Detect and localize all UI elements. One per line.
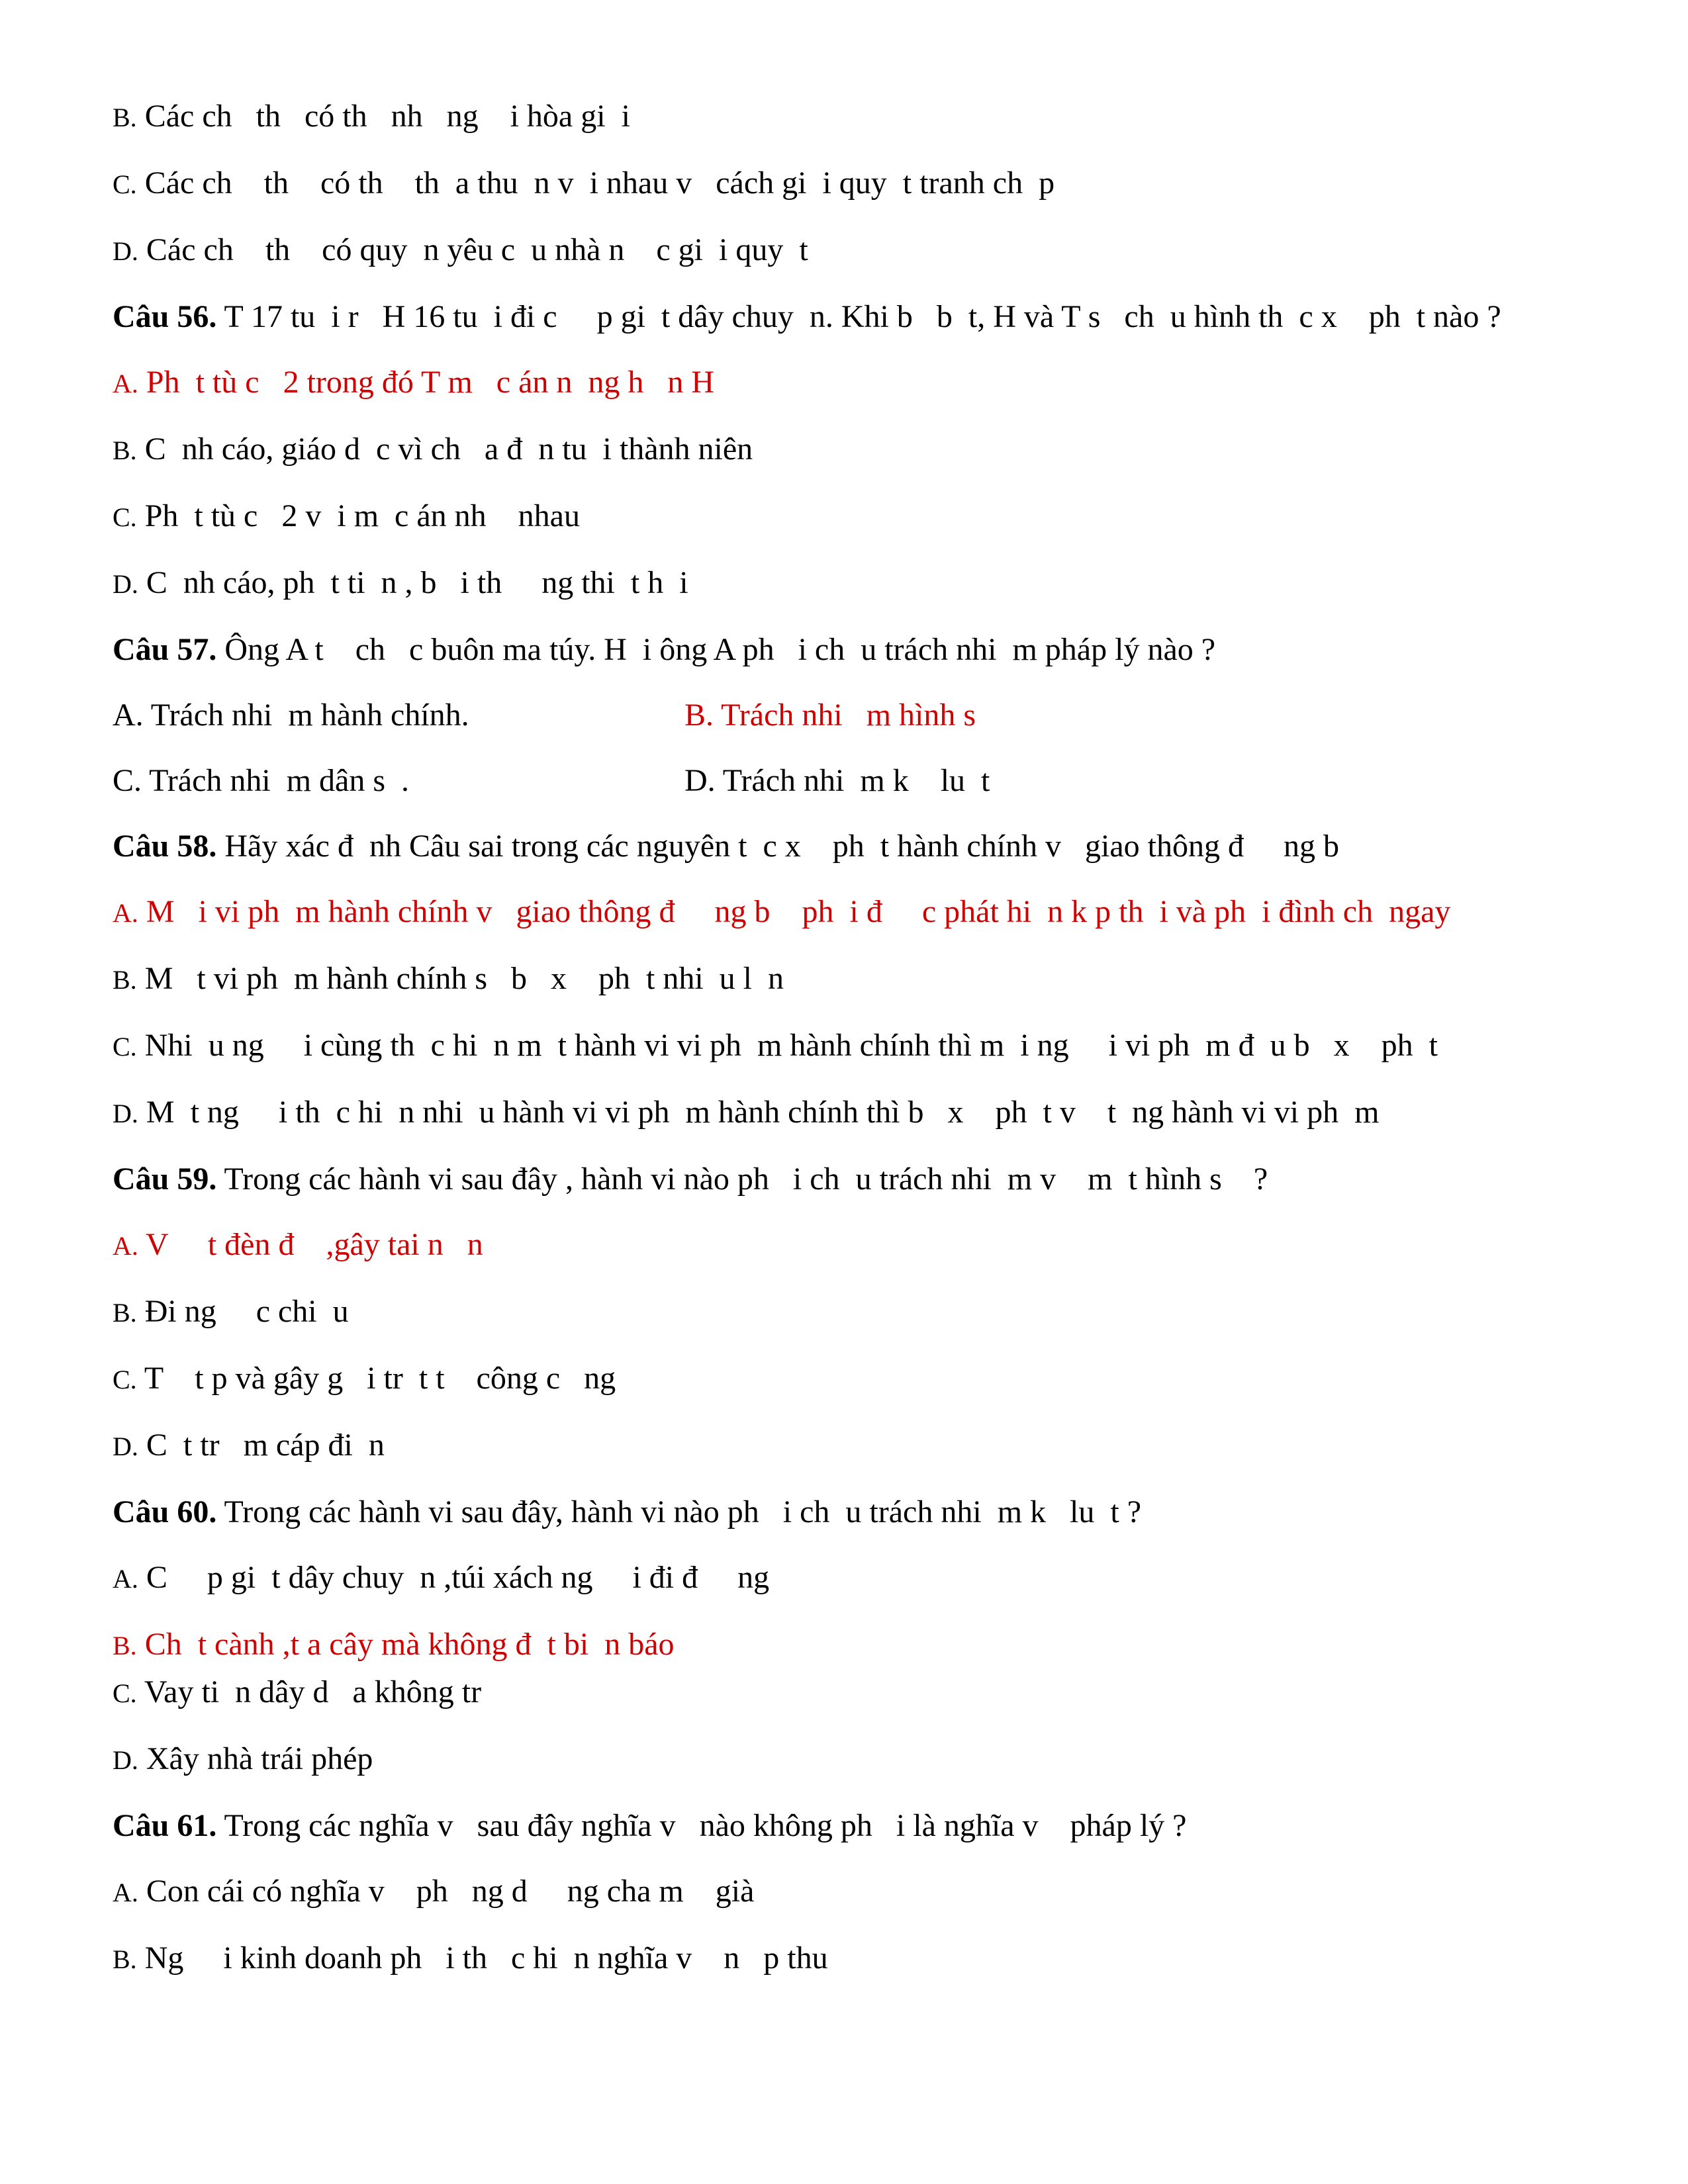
- question-56: [113, 296, 1569, 338]
- question-57: [113, 629, 1569, 670]
- option-57-a: [113, 695, 684, 736]
- question-text: Trong các hành vi sau đây, hành vi nào ph i ch u trách nhi m k lu t ?: [216, 1494, 1141, 1529]
- option-text: Trách nhi m k lu t: [715, 763, 990, 798]
- option-text: Ph t tù c 2 v i m c án nh nhau: [136, 498, 580, 533]
- option-59-d: [113, 1425, 1569, 1467]
- option-text: C nh cáo, giáo d c vì ch a đ n tu i thành niên: [136, 432, 753, 467]
- option-text: Con cái có nghĩa v ph ng d ng cha m già: [138, 1874, 755, 1909]
- option-text: C t tr m cáp đi n: [138, 1428, 385, 1463]
- option-row-57-ab: [113, 695, 1569, 736]
- question-text: T 17 tu i r H 16 tu i đi c p gi t dây chuy n. Khi b b t, H và T s ch u hình th c x ph t nào ?: [216, 299, 1501, 334]
- option-58-d: [113, 1092, 1569, 1134]
- option-text: Các ch th có th nh ng i hòa gi i: [136, 99, 630, 134]
- option-61-b: [113, 1938, 1569, 1980]
- option-row-57-cd: [113, 760, 1569, 801]
- option-label: B.: [113, 1298, 137, 1328]
- option-label: B.: [113, 1631, 137, 1661]
- option-text: Nhi u ng i cùng th c hi n m t hành vi vi ph m hành chính thì m i ng i vi ph m đ u b x ph t: [136, 1028, 1438, 1063]
- option-58-b: [113, 958, 1569, 1001]
- option-label: D.: [113, 569, 138, 599]
- question-text: Hãy xác đ nh Câu sai trong các nguyên t c x ph t hành chính v giao thông đ ng b: [216, 829, 1340, 864]
- option-text: M i vi ph m hành chính v giao thông đ ng b ph i đ c phát hi n k p th i và ph i đình ch ngay: [138, 894, 1451, 929]
- option-58-c: [113, 1025, 1569, 1068]
- option-label: B.: [113, 103, 137, 132]
- option-label: D.: [113, 1432, 138, 1461]
- option-text: Xây nhà trái phép: [138, 1741, 373, 1776]
- option-60-c: [113, 1672, 1569, 1714]
- option-text: V t đèn đ ,gây tai n n: [138, 1227, 483, 1262]
- option-59-c: [113, 1358, 1569, 1400]
- option-57-d: [684, 760, 1256, 801]
- option-label: C.: [113, 763, 142, 798]
- option-label: C.: [113, 1032, 137, 1062]
- option-label: B.: [113, 1944, 137, 1974]
- option-text: Ph t tù c 2 trong đó T m c án n ng h n H: [138, 365, 715, 400]
- question-text: Trong các hành vi sau đây , hành vi nào ph i ch u trách nhi m v m t hình s ?: [216, 1161, 1268, 1197]
- option-text: M t vi ph m hành chính s b x ph t nhi u l n: [136, 961, 784, 996]
- option-text: C nh cáo, ph t ti n , b i th ng thi t h i: [138, 565, 688, 600]
- option-label: A.: [113, 898, 138, 928]
- option-label: C.: [113, 1365, 137, 1394]
- option-label: D.: [113, 1099, 138, 1128]
- option-text: Trách nhi m dân s .: [142, 763, 410, 798]
- option-55-d: [113, 230, 1569, 272]
- option-label: B.: [113, 965, 137, 995]
- option-55-c: [113, 163, 1569, 205]
- option-label: C.: [113, 1678, 137, 1708]
- option-label: B.: [113, 435, 137, 465]
- option-57-b-correct: [684, 695, 1256, 736]
- option-55-b: [113, 96, 1569, 138]
- option-56-c: [113, 496, 1569, 538]
- option-text: Trách nhi m hình s: [714, 698, 976, 733]
- question-59: [113, 1159, 1569, 1200]
- option-label: A.: [113, 1564, 138, 1594]
- question-58: [113, 826, 1569, 867]
- option-59-b: [113, 1291, 1569, 1334]
- option-label: A.: [113, 1231, 138, 1261]
- option-text: C p gi t dây chuy n ,túi xách ng i đi đ ng: [138, 1560, 770, 1595]
- option-text: Vay ti n dây d a không tr: [136, 1674, 482, 1709]
- question-number: Câu 59.: [113, 1161, 217, 1197]
- option-label: A.: [113, 698, 144, 733]
- question-number: Câu 60.: [113, 1494, 217, 1529]
- document-page: [113, 96, 1569, 2005]
- option-label: D.: [113, 1745, 138, 1775]
- option-61-a: [113, 1871, 1569, 1913]
- question-number: Câu 57.: [113, 632, 217, 667]
- question-61: [113, 1805, 1569, 1846]
- question-60: [113, 1492, 1569, 1533]
- option-60-a: [113, 1557, 1569, 1600]
- option-58-a-correct: [113, 891, 1569, 934]
- option-56-b: [113, 429, 1569, 471]
- option-label: C.: [113, 502, 137, 532]
- option-text: Trách nhi m hành chính.: [143, 698, 469, 733]
- option-56-d: [113, 563, 1569, 605]
- question-number: Câu 61.: [113, 1808, 217, 1843]
- option-text: Đi ng c chi u: [136, 1294, 349, 1329]
- option-text: Các ch th có quy n yêu c u nhà n c gi i quy t: [138, 232, 808, 267]
- option-label: D.: [684, 763, 716, 798]
- question-text: Ông A t ch c buôn ma túy. H i ông A ph i ch u trách nhi m pháp lý nào ?: [216, 632, 1216, 667]
- option-text: Ng i kinh doanh ph i th c hi n nghĩa v n p thu: [136, 1940, 828, 1976]
- option-56-a-correct: [113, 362, 1569, 404]
- question-text: Trong các nghĩa v sau đây nghĩa v nào không ph i là nghĩa v pháp lý ?: [216, 1808, 1187, 1843]
- option-text: Các ch th có th th a thu n v i nhau v cách gi i quy t tranh ch p: [136, 165, 1055, 201]
- option-59-a-correct: [113, 1224, 1569, 1267]
- option-text: T t p và gây g i tr t t công c ng: [136, 1361, 616, 1396]
- option-label: A.: [113, 369, 138, 398]
- option-label: C.: [113, 169, 137, 199]
- option-57-c: [113, 760, 684, 801]
- option-60-d: [113, 1739, 1569, 1781]
- question-number: Câu 56.: [113, 299, 217, 334]
- option-text: Ch t cành ,t a cây mà không đ t bi n báo: [136, 1627, 675, 1662]
- option-label: A.: [113, 1878, 138, 1907]
- option-label: D.: [113, 236, 138, 266]
- option-60-b-correct: [113, 1624, 1569, 1666]
- option-label: B.: [684, 698, 714, 733]
- option-text: M t ng i th c hi n nhi u hành vi vi ph m hành chính thì b x ph t v t ng hành vi vi ph m: [138, 1095, 1380, 1130]
- question-number: Câu 58.: [113, 829, 217, 864]
